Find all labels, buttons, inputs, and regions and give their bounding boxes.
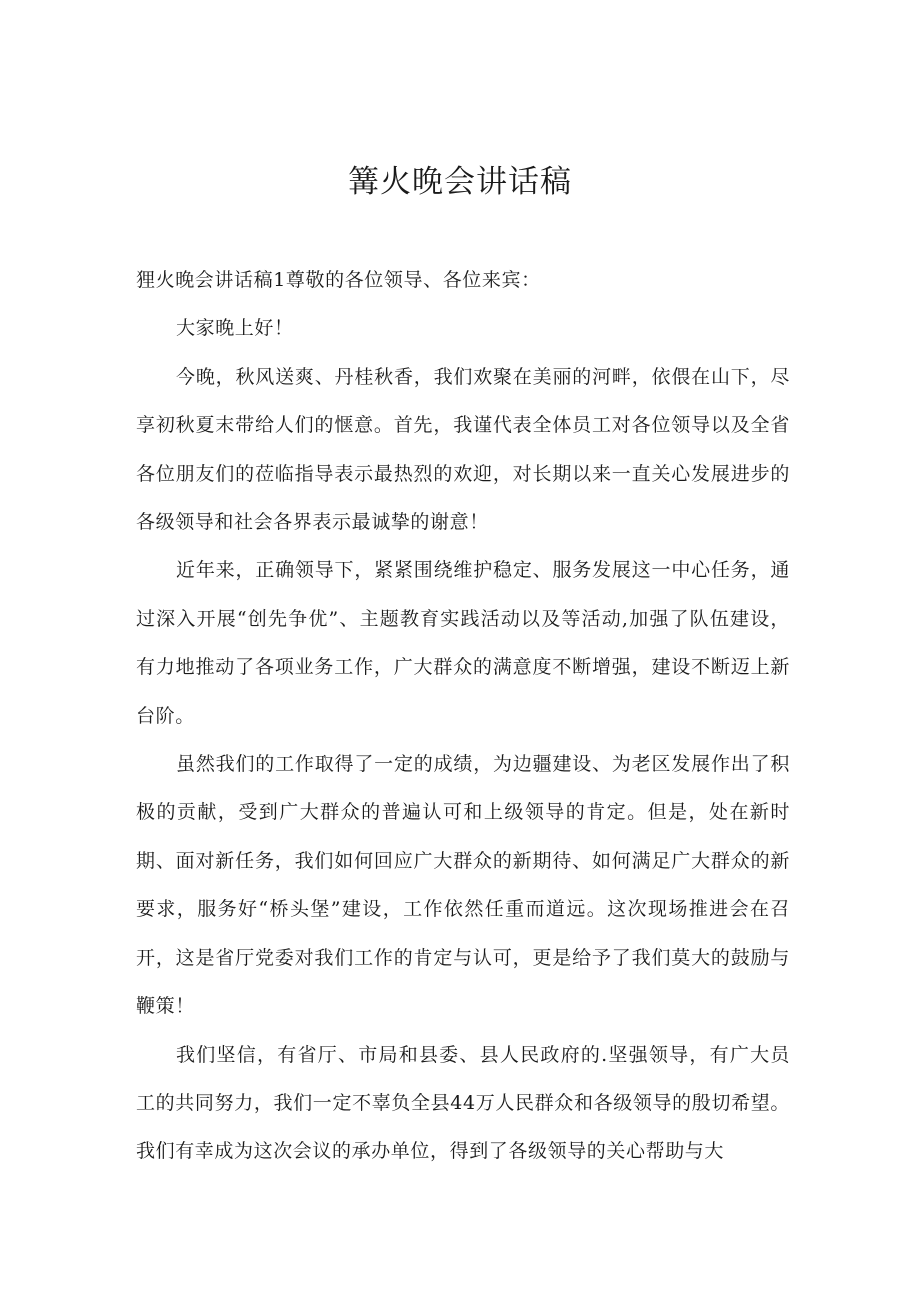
paragraph: 近年来，正确领导下，紧紧围绕维护稳定、服务发展这一中心任务，通过深入开展“创先争优”、主题教育实践活动以及等活动,加强了队伍建设，有力地推动了各项业务工作，广大群众的满意度不断增强，建设不断迈上新台阶。 [136,559,790,727]
paragraph: 大家晚上好！ [176,317,294,340]
paragraph: 虽然我们的工作取得了一定的成绩，为边疆建设、为老区发展作出了积极的贡献，受到广大群众的普遍认可和上级领导的肯定。但是，处在新时期、面对新任务，我们如何回应广大群众的新期待、如何满足广大群众的新要求，服务好“桥头堡”建设，工作依然任重而道远。这次现场推进会在召开，这是省厅党委对我们工作的肯定与认可，更是给予了我们莫大的鼓励与鞭策！ [136,753,790,1018]
paragraph: 我们坚信，有省厅、市局和县委、县人民政府的.坚强领导，有广大员工的共同努力，我们一定不辜负全县44万人民群众和各级领导的殷切希望。我们有幸成为这次会议的承办单位，得到了各级领导的关心帮助与大 [136,1043,790,1163]
document-body [136,256,790,1176]
document-title: 篝火晚会讲话稿 [348,164,572,200]
salutation: 狸火晚会讲话稿1尊敬的各位领导、各位来宾： [136,269,541,291]
paragraph: 今晚，秋风送爽、丹桂秋香，我们欢聚在美丽的河畔，依偎在山下，尽享初秋夏末带给人们的惬意。首先，我谨代表全体员工对各位领导以及全省各位朋友们的莅临指导表示最热烈的欢迎，对长期以来一直关心发展进步的各级领导和社会各界表示最诚挚的谢意！ [136,365,790,534]
